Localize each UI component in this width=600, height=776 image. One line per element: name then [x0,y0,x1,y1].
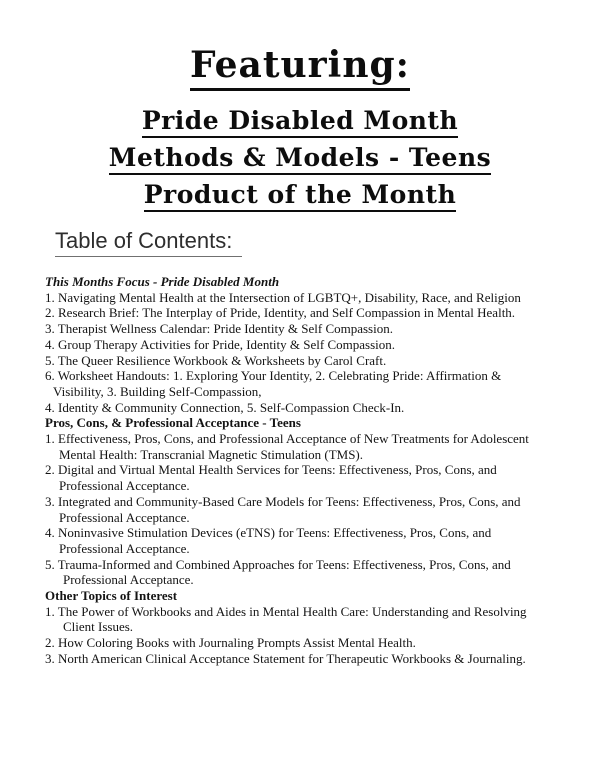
toc-line: Client Issues. [63,619,134,635]
toc-heading [55,227,576,257]
toc-line: 3. North American Clinical Acceptance Statement for Therapeutic Workbooks & Journaling. [45,650,526,666]
toc-line: 3. Therapist Wellness Calendar: Pride Identity & Self Compassion. [45,321,393,337]
toc-line: 5. The Queer Resilience Workbook & Worksheets by Carol Craft. [45,352,387,368]
toc-lines [45,274,576,667]
table-of-contents [0,227,600,667]
toc-line: 2. How Coloring Books with Journaling Prompts Assist Mental Health. [45,635,416,651]
featured-title [0,42,600,88]
toc-line: 2. Digital and Virtual Mental Health Services for Teens: Effectiveness, Pros, Cons, and [45,462,497,478]
toc-line: Other Topics of Interest [45,588,178,604]
toc-line: Pros, Cons, & Professional Acceptance - Teens [45,415,301,431]
subtitle-methods-models-teens: Methods & Models - Teens [0,139,600,176]
featured-title-text: Featuring: [190,44,410,91]
toc-line: Professional Acceptance. [59,478,190,494]
toc-line: 4. Noninvasive Stimulation Devices (eTNS) for Teens: Effectiveness, Pros, Cons, and [45,525,492,541]
subtitle-pride-disabled-month: Pride Disabled Month [0,102,600,139]
document-header [0,0,600,213]
toc-line: 1. Navigating Mental Health at the Intersection of LGBTQ+, Disability, Race, and Religion [45,289,521,305]
toc-line: Professional Acceptance. [59,509,190,525]
toc-line: 1. The Power of Workbooks and Aides in Mental Health Care: Understanding and Resolving [45,603,527,619]
toc-line: Professional Acceptance. [63,572,194,588]
toc-line: 5. Trauma-Informed and Combined Approaches for Teens: Effectiveness, Pros, Cons, and [45,556,511,572]
toc-line: This Months Focus - Pride Disabled Month [45,274,280,289]
toc-line: Professional Acceptance. [59,540,190,556]
toc-line: Visibility, 3. Building Self-Compassion, [53,383,262,399]
subtitle-group [0,102,600,213]
subtitle-product-of-the-month: Product of the Month [0,176,600,213]
toc-line: 4. Group Therapy Activities for Pride, Identity & Self Compassion. [45,336,395,352]
toc-heading-text: Table of Contents: [55,227,242,257]
toc-line: 6. Worksheet Handouts: 1. Exploring Your Identity, 2. Celebrating Pride: Affirmation & [45,368,502,384]
toc-line: Mental Health: Transcranial Magnetic Stimulation (TMS). [59,446,364,462]
toc-line: 1. Effectiveness, Pros, Cons, and Professional Acceptance of New Treatments for Adolescent [45,431,529,447]
toc-line: 3. Integrated and Community-Based Care Models for Teens: Effectiveness, Pros, Cons, and [45,493,521,509]
toc-line: 2. Research Brief: The Interplay of Pride, Identity, and Self Compassion in Mental Health. [45,305,516,321]
toc-line: 4. Identity & Community Connection, 5. Self-Compassion Check-In. [45,399,405,415]
